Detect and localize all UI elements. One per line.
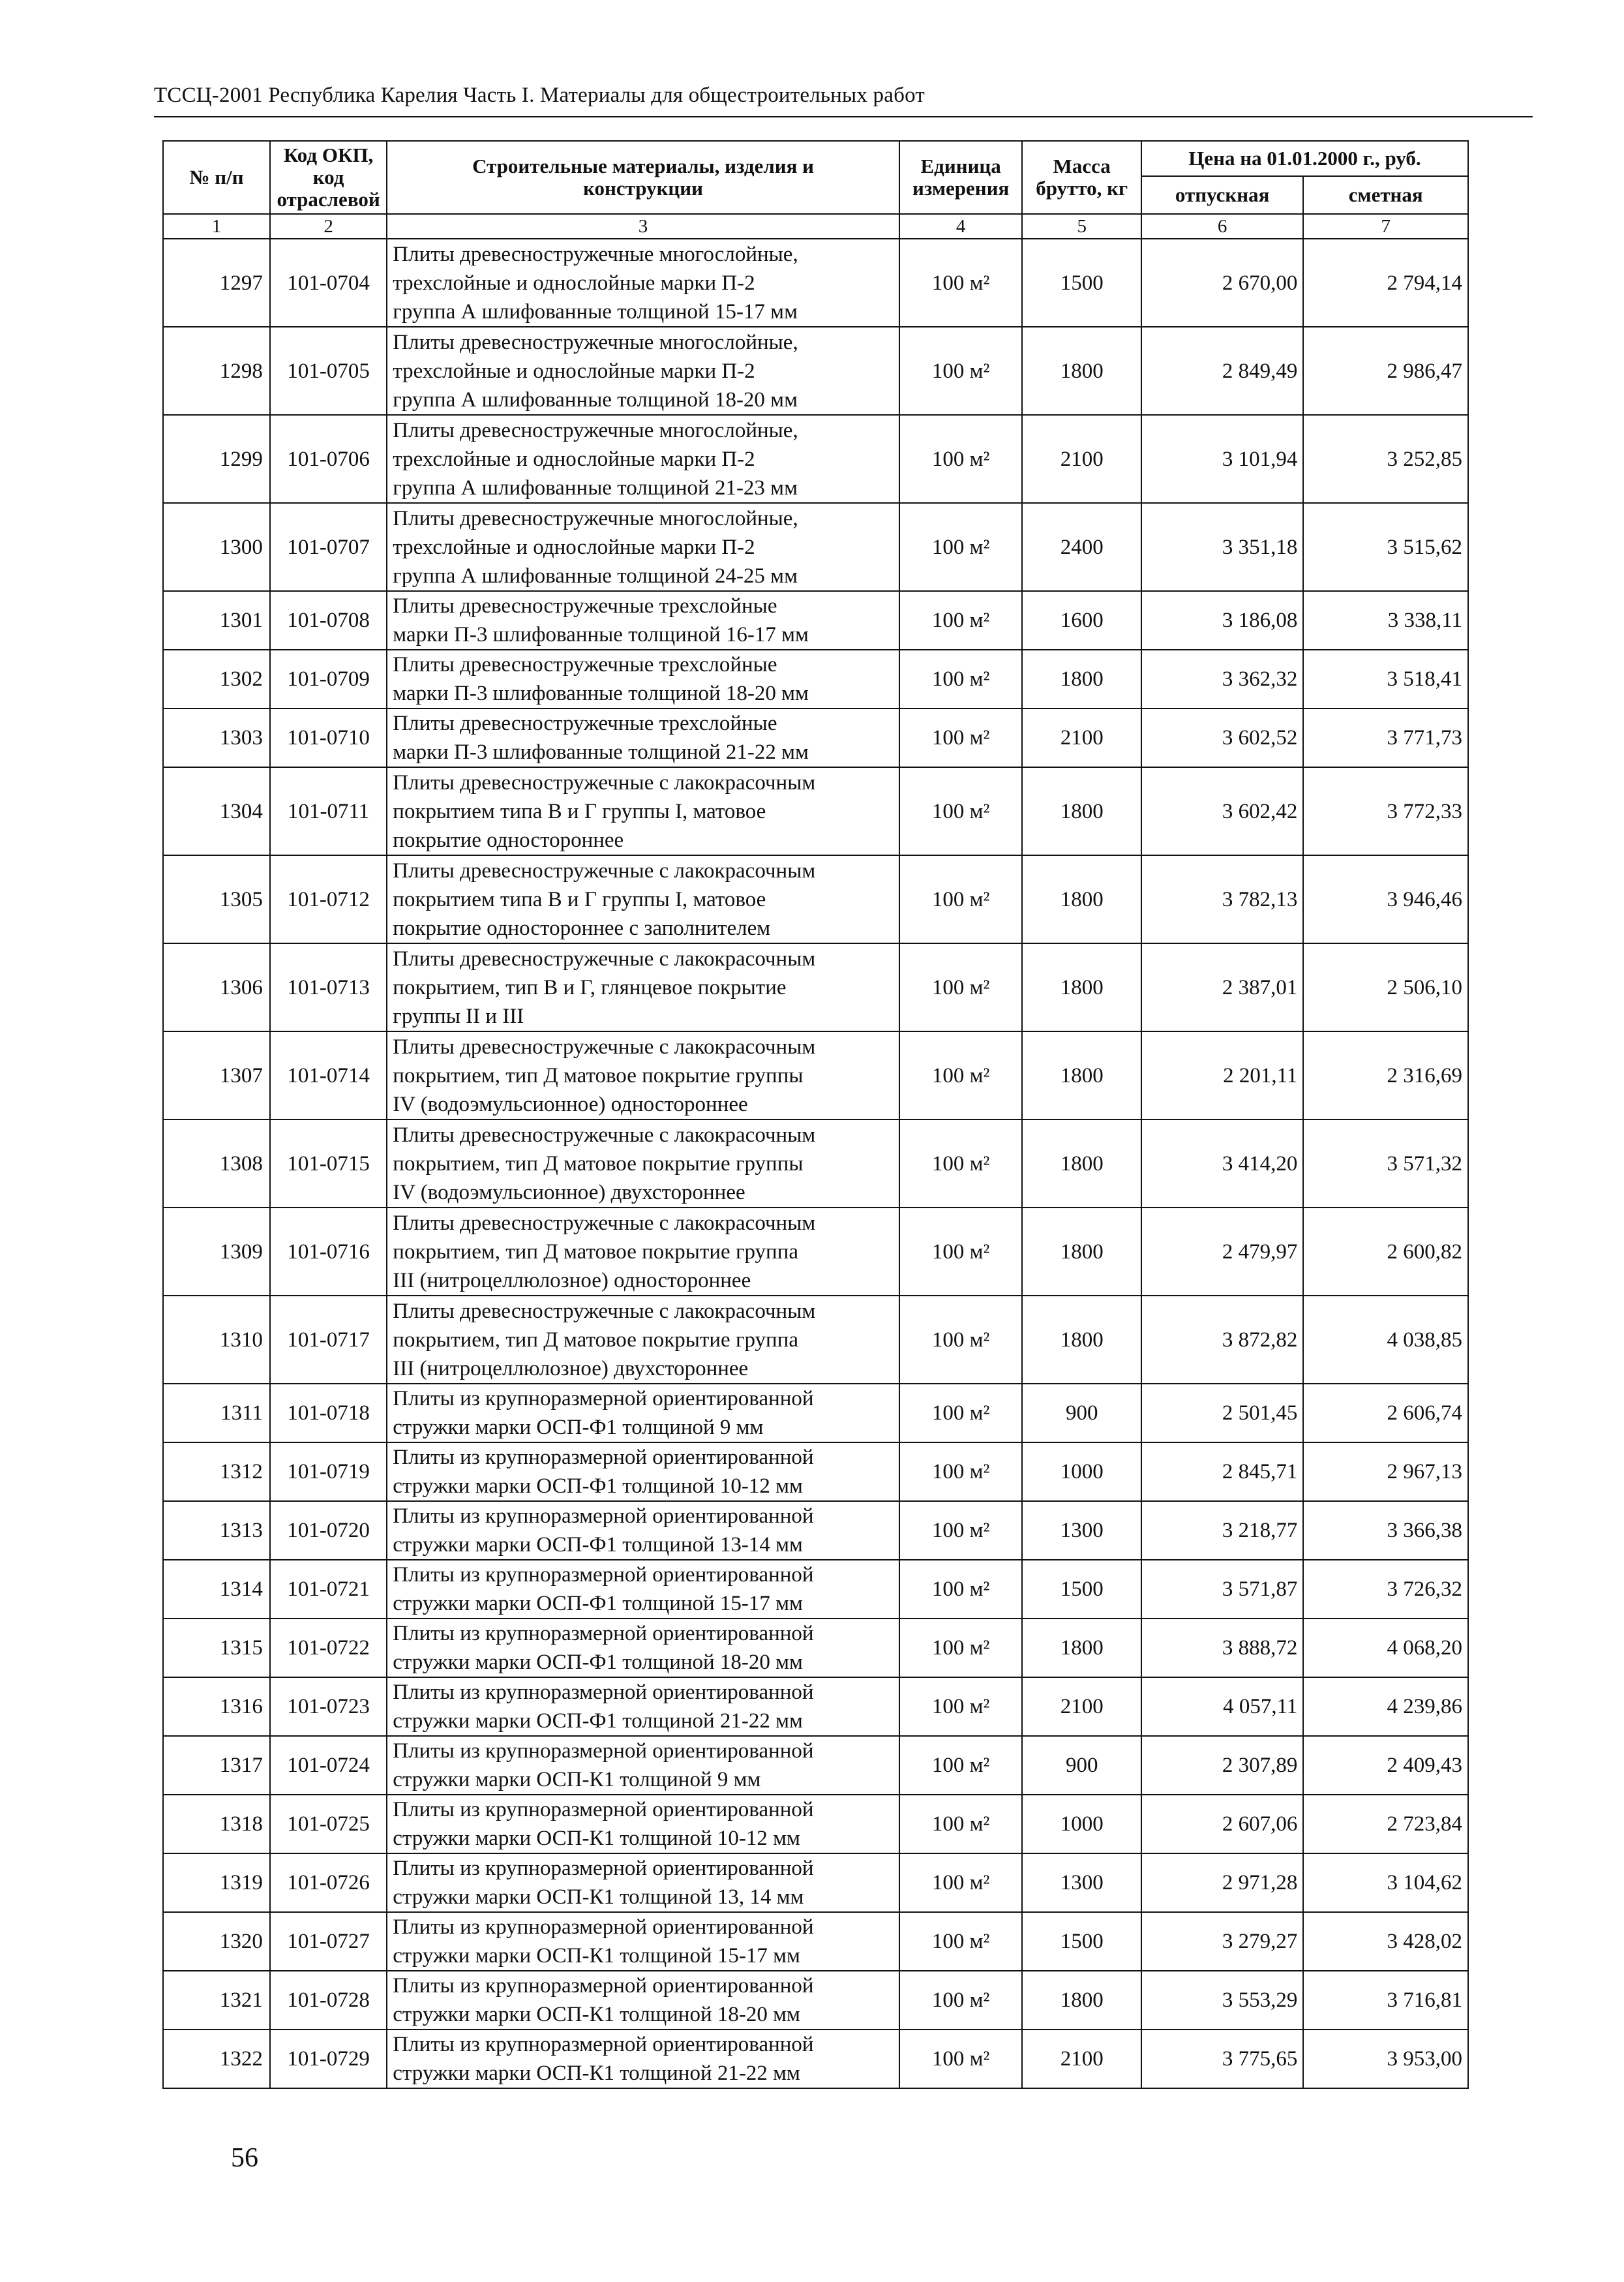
row-price-release: 3 888,72 [1141, 1619, 1303, 1677]
row-name: Плиты древесностружечные трехслойные марки П-3 шлифованные толщиной 21-22 мм [387, 708, 899, 767]
table-row [163, 1442, 1468, 1501]
row-price-estimate: 4 038,85 [1303, 1296, 1468, 1384]
row-number: 1318 [163, 1795, 270, 1853]
row-code: 101-0713 [270, 943, 387, 1031]
row-code: 101-0711 [270, 767, 387, 855]
row-code: 101-0719 [270, 1442, 387, 1501]
row-unit: 100 м² [899, 2030, 1023, 2088]
row-unit: 100 м² [899, 239, 1023, 327]
header-mass: Масса брутто, кг [1022, 141, 1141, 214]
row-name: Плиты древесностружечные многослойные, трехслойные и однослойные марки П-2 группа А шлифованные толщиной 15-17 мм [387, 239, 899, 327]
table-row [163, 503, 1468, 591]
row-price-release: 2 201,11 [1141, 1031, 1303, 1119]
row-name: Плиты древесностружечные с лакокрасочным покрытием типа В и Г группы I, матовое покрытие одностороннее с заполнителем [387, 855, 899, 943]
column-number: 4 [899, 214, 1023, 239]
row-mass: 1800 [1022, 1119, 1141, 1208]
table-row [163, 239, 1468, 327]
row-code: 101-0722 [270, 1619, 387, 1677]
row-mass: 1500 [1022, 1560, 1141, 1619]
row-number: 1297 [163, 239, 270, 327]
row-price-release: 3 872,82 [1141, 1296, 1303, 1384]
row-price-estimate: 2 794,14 [1303, 239, 1468, 327]
row-number: 1322 [163, 2030, 270, 2088]
row-price-estimate: 3 252,85 [1303, 415, 1468, 503]
row-unit: 100 м² [899, 943, 1023, 1031]
row-mass: 1800 [1022, 1296, 1141, 1384]
row-code: 101-0704 [270, 239, 387, 327]
table-row [163, 415, 1468, 503]
row-number: 1309 [163, 1208, 270, 1296]
header-num: № п/п [163, 141, 270, 214]
row-number: 1298 [163, 327, 270, 415]
row-unit: 100 м² [899, 1119, 1023, 1208]
row-number: 1302 [163, 650, 270, 708]
row-mass: 900 [1022, 1384, 1141, 1442]
row-price-release: 2 607,06 [1141, 1795, 1303, 1853]
row-code: 101-0726 [270, 1853, 387, 1912]
row-name: Плиты из крупноразмерной ориентированной стружки марки ОСП-Ф1 толщиной 13-14 мм [387, 1501, 899, 1560]
row-number: 1301 [163, 591, 270, 650]
row-number: 1306 [163, 943, 270, 1031]
row-name: Плиты древесностружечные многослойные, трехслойные и однослойные марки П-2 группа А шлифованные толщиной 21-23 мм [387, 415, 899, 503]
row-unit: 100 м² [899, 415, 1023, 503]
row-number: 1317 [163, 1736, 270, 1795]
row-number: 1299 [163, 415, 270, 503]
row-price-estimate: 3 772,33 [1303, 767, 1468, 855]
table-row [163, 1119, 1468, 1208]
column-number: 3 [387, 214, 899, 239]
row-price-estimate: 2 316,69 [1303, 1031, 1468, 1119]
row-price-release: 3 553,29 [1141, 1971, 1303, 2030]
table-row [163, 591, 1468, 650]
table-row [163, 1912, 1468, 1971]
table-row [163, 855, 1468, 943]
row-price-estimate: 2 600,82 [1303, 1208, 1468, 1296]
row-mass: 1300 [1022, 1501, 1141, 1560]
header-price-estimate: сметная [1303, 176, 1468, 214]
row-unit: 100 м² [899, 1853, 1023, 1912]
row-price-release: 2 971,28 [1141, 1853, 1303, 1912]
table-header-row [163, 141, 1468, 176]
row-unit: 100 м² [899, 1384, 1023, 1442]
row-name: Плиты древесностружечные трехслойные марки П-3 шлифованные толщиной 16-17 мм [387, 591, 899, 650]
row-code: 101-0716 [270, 1208, 387, 1296]
row-mass: 1500 [1022, 1912, 1141, 1971]
row-unit: 100 м² [899, 327, 1023, 415]
row-price-release: 3 279,27 [1141, 1912, 1303, 1971]
row-mass: 1000 [1022, 1795, 1141, 1853]
table-row [163, 1501, 1468, 1560]
row-mass: 2100 [1022, 2030, 1141, 2088]
row-price-estimate: 2 986,47 [1303, 327, 1468, 415]
row-price-estimate: 2 967,13 [1303, 1442, 1468, 1501]
row-number: 1310 [163, 1296, 270, 1384]
row-name: Плиты из крупноразмерной ориентированной стружки марки ОСП-К1 толщиной 13, 14 мм [387, 1853, 899, 1912]
row-number: 1321 [163, 1971, 270, 2030]
row-name: Плиты из крупноразмерной ориентированной стружки марки ОСП-Ф1 толщиной 21-22 мм [387, 1677, 899, 1736]
row-price-estimate: 3 571,32 [1303, 1119, 1468, 1208]
row-code: 101-0725 [270, 1795, 387, 1853]
row-price-release: 3 571,87 [1141, 1560, 1303, 1619]
row-price-estimate: 3 946,46 [1303, 855, 1468, 943]
table-row [163, 1208, 1468, 1296]
row-unit: 100 м² [899, 1501, 1023, 1560]
table-row [163, 1677, 1468, 1736]
row-price-estimate: 3 518,41 [1303, 650, 1468, 708]
row-code: 101-0717 [270, 1296, 387, 1384]
row-price-release: 4 057,11 [1141, 1677, 1303, 1736]
row-unit: 100 м² [899, 591, 1023, 650]
row-mass: 2400 [1022, 503, 1141, 591]
page-number: 56 [231, 2143, 258, 2173]
row-code: 101-0728 [270, 1971, 387, 2030]
column-number: 7 [1303, 214, 1468, 239]
row-number: 1312 [163, 1442, 270, 1501]
row-code: 101-0710 [270, 708, 387, 767]
row-price-release: 3 602,52 [1141, 708, 1303, 767]
row-price-release: 3 775,65 [1141, 2030, 1303, 2088]
row-name: Плиты древесностружечные с лакокрасочным покрытием, тип Д матовое покрытие группа III (нитроцеллюлозное) одностороннее [387, 1208, 899, 1296]
row-price-release: 2 849,49 [1141, 327, 1303, 415]
row-mass: 1800 [1022, 1619, 1141, 1677]
row-price-estimate: 3 771,73 [1303, 708, 1468, 767]
row-unit: 100 м² [899, 1971, 1023, 2030]
row-code: 101-0729 [270, 2030, 387, 2088]
table-row [163, 1296, 1468, 1384]
table-row [163, 327, 1468, 415]
row-mass: 1800 [1022, 1208, 1141, 1296]
table-row [163, 943, 1468, 1031]
row-code: 101-0708 [270, 591, 387, 650]
row-price-estimate: 3 953,00 [1303, 2030, 1468, 2088]
row-price-release: 3 101,94 [1141, 415, 1303, 503]
row-name: Плиты из крупноразмерной ориентированной стружки марки ОСП-К1 толщиной 10-12 мм [387, 1795, 899, 1853]
row-price-release: 3 602,42 [1141, 767, 1303, 855]
table-row [163, 1971, 1468, 2030]
row-mass: 1800 [1022, 327, 1141, 415]
row-mass: 1000 [1022, 1442, 1141, 1501]
row-code: 101-0714 [270, 1031, 387, 1119]
row-code: 101-0715 [270, 1119, 387, 1208]
row-price-release: 3 362,32 [1141, 650, 1303, 708]
row-name: Плиты древесностружечные с лакокрасочным покрытием, тип В и Г, глянцевое покрытие группы II и III [387, 943, 899, 1031]
page-header: ТССЦ-2001 Республика Карелия Часть I. Материалы для общестроительных работ [154, 84, 925, 107]
column-number: 2 [270, 214, 387, 239]
row-unit: 100 м² [899, 1208, 1023, 1296]
row-name: Плиты из крупноразмерной ориентированной стружки марки ОСП-Ф1 толщиной 9 мм [387, 1384, 899, 1442]
row-price-estimate: 3 428,02 [1303, 1912, 1468, 1971]
table-row [163, 1384, 1468, 1442]
row-unit: 100 м² [899, 1795, 1023, 1853]
header-unit: Единица измерения [899, 141, 1023, 214]
row-mass: 1800 [1022, 650, 1141, 708]
price-table [162, 140, 1469, 2089]
table-row [163, 1560, 1468, 1619]
row-name: Плиты из крупноразмерной ориентированной стружки марки ОСП-Ф1 толщиной 15-17 мм [387, 1560, 899, 1619]
row-name: Плиты древесностружечные трехслойные марки П-3 шлифованные толщиной 18-20 мм [387, 650, 899, 708]
row-mass: 2100 [1022, 1677, 1141, 1736]
header-divider [154, 116, 1533, 117]
row-code: 101-0705 [270, 327, 387, 415]
row-number: 1315 [163, 1619, 270, 1677]
row-unit: 100 м² [899, 1560, 1023, 1619]
row-mass: 1800 [1022, 1971, 1141, 2030]
table-row [163, 1619, 1468, 1677]
table-body [163, 239, 1468, 2088]
row-mass: 2100 [1022, 415, 1141, 503]
row-number: 1316 [163, 1677, 270, 1736]
row-code: 101-0706 [270, 415, 387, 503]
row-number: 1313 [163, 1501, 270, 1560]
row-price-estimate: 3 104,62 [1303, 1853, 1468, 1912]
row-unit: 100 м² [899, 650, 1023, 708]
row-number: 1308 [163, 1119, 270, 1208]
row-unit: 100 м² [899, 1619, 1023, 1677]
table-row [163, 1736, 1468, 1795]
row-code: 101-0724 [270, 1736, 387, 1795]
row-name: Плиты древесностружечные с лакокрасочным покрытием, тип Д матовое покрытие группы IV (водоэмульсионное) одностороннее [387, 1031, 899, 1119]
row-name: Плиты из крупноразмерной ориентированной стружки марки ОСП-К1 толщиной 15-17 мм [387, 1912, 899, 1971]
row-price-estimate: 2 409,43 [1303, 1736, 1468, 1795]
column-number-row [163, 214, 1468, 239]
row-name: Плиты древесностружечные с лакокрасочным покрытием, тип Д матовое покрытие группы IV (водоэмульсионное) двухстороннее [387, 1119, 899, 1208]
row-price-estimate: 2 506,10 [1303, 943, 1468, 1031]
header-price-group: Цена на 01.01.2000 г., руб. [1141, 141, 1468, 176]
row-unit: 100 м² [899, 1031, 1023, 1119]
row-name: Плиты из крупноразмерной ориентированной стружки марки ОСП-К1 толщиной 9 мм [387, 1736, 899, 1795]
row-unit: 100 м² [899, 503, 1023, 591]
row-name: Плиты древесностружечные многослойные, трехслойные и однослойные марки П-2 группа А шлифованные толщиной 18-20 мм [387, 327, 899, 415]
row-code: 101-0712 [270, 855, 387, 943]
row-number: 1305 [163, 855, 270, 943]
column-number: 6 [1141, 214, 1303, 239]
row-name: Плиты древесностружечные многослойные, трехслойные и однослойные марки П-2 группа А шлифованные толщиной 24-25 мм [387, 503, 899, 591]
row-mass: 1800 [1022, 1031, 1141, 1119]
row-price-estimate: 3 716,81 [1303, 1971, 1468, 2030]
row-price-estimate: 4 239,86 [1303, 1677, 1468, 1736]
row-price-release: 3 218,77 [1141, 1501, 1303, 1560]
row-code: 101-0721 [270, 1560, 387, 1619]
table-row [163, 708, 1468, 767]
row-unit: 100 м² [899, 1677, 1023, 1736]
row-unit: 100 м² [899, 1442, 1023, 1501]
row-number: 1307 [163, 1031, 270, 1119]
table-row [163, 767, 1468, 855]
row-code: 101-0727 [270, 1912, 387, 1971]
row-name: Плиты древесностружечные с лакокрасочным покрытием типа В и Г группы I, матовое покрытие одностороннее [387, 767, 899, 855]
row-name: Плиты из крупноразмерной ориентированной стружки марки ОСП-Ф1 толщиной 10-12 мм [387, 1442, 899, 1501]
row-price-estimate: 3 726,32 [1303, 1560, 1468, 1619]
row-price-estimate: 2 723,84 [1303, 1795, 1468, 1853]
row-price-release: 3 782,13 [1141, 855, 1303, 943]
row-name: Плиты древесностружечные с лакокрасочным покрытием, тип Д матовое покрытие группа III (нитроцеллюлозное) двухстороннее [387, 1296, 899, 1384]
row-number: 1320 [163, 1912, 270, 1971]
row-mass: 1300 [1022, 1853, 1141, 1912]
row-code: 101-0707 [270, 503, 387, 591]
row-number: 1314 [163, 1560, 270, 1619]
row-mass: 1800 [1022, 855, 1141, 943]
row-price-release: 2 845,71 [1141, 1442, 1303, 1501]
row-unit: 100 м² [899, 1912, 1023, 1971]
row-code: 101-0723 [270, 1677, 387, 1736]
row-price-release: 3 351,18 [1141, 503, 1303, 591]
header-price-release: отпускная [1141, 176, 1303, 214]
row-unit: 100 м² [899, 708, 1023, 767]
row-price-estimate: 2 606,74 [1303, 1384, 1468, 1442]
row-mass: 1800 [1022, 767, 1141, 855]
row-price-estimate: 3 338,11 [1303, 591, 1468, 650]
row-name: Плиты из крупноразмерной ориентированной стружки марки ОСП-К1 толщиной 21-22 мм [387, 2030, 899, 2088]
header-name: Строительные материалы, изделия и конструкции [387, 141, 899, 214]
row-mass: 1500 [1022, 239, 1141, 327]
row-number: 1304 [163, 767, 270, 855]
row-price-release: 2 501,45 [1141, 1384, 1303, 1442]
row-price-estimate: 4 068,20 [1303, 1619, 1468, 1677]
column-number: 1 [163, 214, 270, 239]
row-mass: 2100 [1022, 708, 1141, 767]
table-row [163, 2030, 1468, 2088]
row-mass: 1800 [1022, 943, 1141, 1031]
row-mass: 900 [1022, 1736, 1141, 1795]
column-number: 5 [1022, 214, 1141, 239]
row-price-estimate: 3 366,38 [1303, 1501, 1468, 1560]
header-code: Код ОКП, код отраслевой [270, 141, 387, 214]
row-price-release: 3 414,20 [1141, 1119, 1303, 1208]
row-price-release: 2 307,89 [1141, 1736, 1303, 1795]
table-row [163, 1031, 1468, 1119]
row-number: 1319 [163, 1853, 270, 1912]
row-code: 101-0709 [270, 650, 387, 708]
row-unit: 100 м² [899, 1736, 1023, 1795]
table-row [163, 1795, 1468, 1853]
row-code: 101-0720 [270, 1501, 387, 1560]
row-price-release: 2 479,97 [1141, 1208, 1303, 1296]
row-price-estimate: 3 515,62 [1303, 503, 1468, 591]
row-price-release: 2 670,00 [1141, 239, 1303, 327]
row-mass: 1600 [1022, 591, 1141, 650]
row-number: 1303 [163, 708, 270, 767]
row-number: 1300 [163, 503, 270, 591]
table-row [163, 1853, 1468, 1912]
row-price-release: 2 387,01 [1141, 943, 1303, 1031]
row-number: 1311 [163, 1384, 270, 1442]
table-row [163, 650, 1468, 708]
row-unit: 100 м² [899, 855, 1023, 943]
row-name: Плиты из крупноразмерной ориентированной стружки марки ОСП-К1 толщиной 18-20 мм [387, 1971, 899, 2030]
row-unit: 100 м² [899, 1296, 1023, 1384]
row-name: Плиты из крупноразмерной ориентированной стружки марки ОСП-Ф1 толщиной 18-20 мм [387, 1619, 899, 1677]
row-price-release: 3 186,08 [1141, 591, 1303, 650]
row-code: 101-0718 [270, 1384, 387, 1442]
row-unit: 100 м² [899, 767, 1023, 855]
